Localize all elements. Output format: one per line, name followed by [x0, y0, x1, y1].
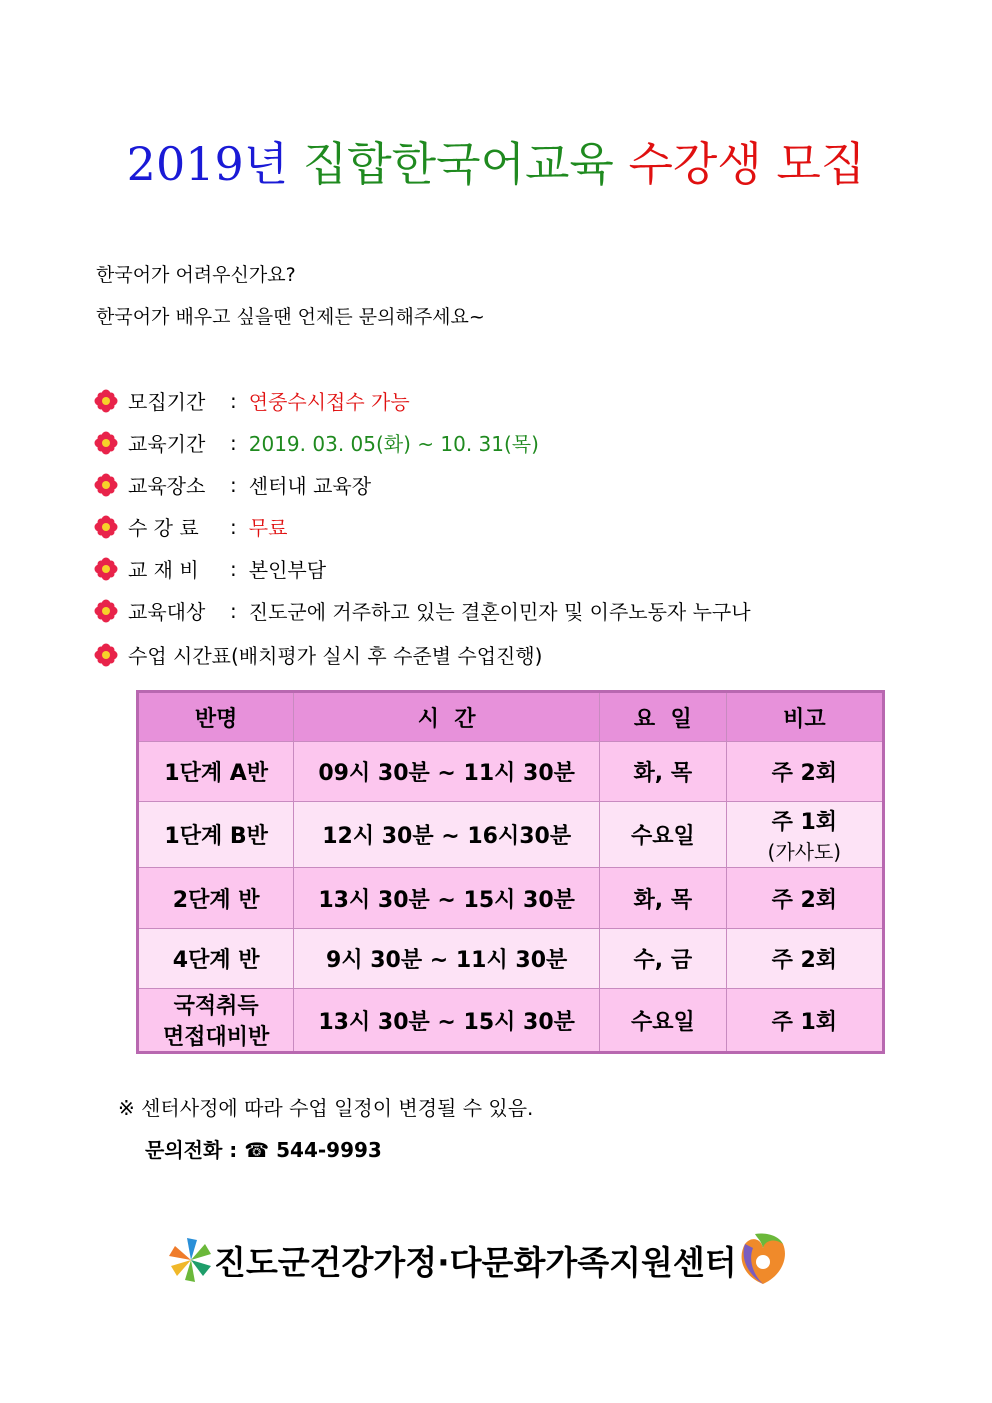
table-row — [138, 989, 884, 1053]
class-line: 면접대비반 — [163, 1025, 270, 1050]
info-value: 무료 — [248, 516, 288, 540]
cell-note: 주 2회 — [726, 868, 883, 929]
schedule-change-note: ※ 센터사정에 따라 수업 일정이 변경될 수 있음. — [118, 1096, 534, 1120]
info-item — [94, 512, 287, 541]
heart-logo-icon — [737, 1232, 789, 1288]
info-value: 2019. 03. 05(화) ~ 10. 31(목) — [248, 432, 539, 456]
info-separator: : — [230, 556, 237, 581]
header-day: 요 일 — [600, 692, 727, 742]
flower-icon — [94, 515, 118, 539]
info-item — [94, 596, 751, 625]
cell-class: 4단계 반 — [138, 929, 294, 989]
flower-icon — [94, 389, 118, 413]
info-label: 교육대상 — [128, 600, 206, 624]
info-value: 본인부담 — [248, 558, 327, 582]
title-course: 집합한국어교육 — [302, 137, 614, 191]
flower-icon — [94, 431, 118, 455]
contact-phone — [145, 1134, 382, 1163]
cell-note: 주 2회 — [726, 742, 883, 802]
table-row — [138, 742, 884, 802]
cell-time: 09시 30분 ~ 11시 30분 — [294, 742, 600, 802]
pinwheel-logo-icon — [168, 1235, 214, 1285]
table-header-row — [138, 692, 884, 742]
note-line: 주 1회 — [771, 809, 838, 835]
cell-day: 수요일 — [600, 989, 727, 1053]
info-separator: : — [230, 430, 237, 455]
header-time: 시 간 — [294, 692, 600, 742]
info-label: 교 재 비 — [128, 558, 199, 582]
info-value: 연중수시접수 가능 — [248, 390, 410, 414]
page-title — [0, 128, 992, 194]
info-label: 수 강 료 — [128, 516, 199, 540]
cell-time: 13시 30분 ~ 15시 30분 — [294, 989, 600, 1053]
info-separator: : — [230, 598, 237, 623]
cell-time: 12시 30분 ~ 16시30분 — [294, 802, 600, 868]
info-value: 센터내 교육장 — [248, 474, 372, 498]
table-row — [138, 929, 884, 989]
info-item — [94, 386, 410, 415]
center-name: 진도군건강가정·다문화가족지원센터 — [214, 1242, 737, 1282]
info-label: 교육장소 — [128, 474, 206, 498]
info-item — [94, 428, 539, 457]
table-row — [138, 802, 884, 868]
cell-note: 주 1회 — [726, 989, 883, 1053]
cell-time: 13시 30분 ~ 15시 30분 — [294, 868, 600, 929]
flower-icon — [94, 557, 118, 581]
table-row — [138, 868, 884, 929]
center-logo — [168, 1232, 789, 1288]
cell-day: 수, 금 — [600, 929, 727, 989]
cell-class — [138, 989, 294, 1053]
phone-label: 문의전화 : — [145, 1138, 238, 1162]
info-value: 진도군에 거주하고 있는 결혼이민자 및 이주노동자 누구나 — [248, 600, 751, 624]
info-item — [94, 554, 326, 583]
intro-line: 한국어가 어려우신가요? — [96, 264, 296, 286]
class-line: 국적취득 — [173, 994, 259, 1019]
title-recruit: 수강생 모집 — [628, 137, 866, 191]
schedule-heading — [94, 640, 542, 669]
cell-note: 주 2회 — [726, 929, 883, 989]
cell-class: 2단계 반 — [138, 868, 294, 929]
phone-number: 544-9993 — [276, 1138, 382, 1162]
cell-class: 1단계 B반 — [138, 802, 294, 868]
title-year: 2019년 — [126, 137, 289, 191]
intro-line: 한국어가 배우고 싶을땐 언제든 문의해주세요~ — [96, 306, 485, 328]
phone-icon: ☎ — [244, 1138, 270, 1162]
note-line: (가사도) — [767, 839, 842, 864]
cell-day: 화, 목 — [600, 742, 727, 802]
cell-day: 수요일 — [600, 802, 727, 868]
info-separator: : — [230, 472, 237, 497]
flower-icon — [94, 473, 118, 497]
schedule-heading-text: 수업 시간표(배치평가 실시 후 수준별 수업진행) — [128, 644, 543, 668]
schedule-table — [136, 690, 885, 1054]
info-item — [94, 470, 371, 499]
header-note: 비고 — [726, 692, 883, 742]
flower-icon — [94, 643, 118, 667]
info-label: 교육기간 — [128, 432, 206, 456]
info-separator: : — [230, 514, 237, 539]
info-separator: : — [230, 388, 237, 413]
cell-note — [726, 802, 883, 868]
header-class: 반명 — [138, 692, 294, 742]
flower-icon — [94, 599, 118, 623]
cell-class: 1단계 A반 — [138, 742, 294, 802]
cell-time: 9시 30분 ~ 11시 30분 — [294, 929, 600, 989]
info-label: 모집기간 — [128, 390, 206, 414]
cell-day: 화, 목 — [600, 868, 727, 929]
